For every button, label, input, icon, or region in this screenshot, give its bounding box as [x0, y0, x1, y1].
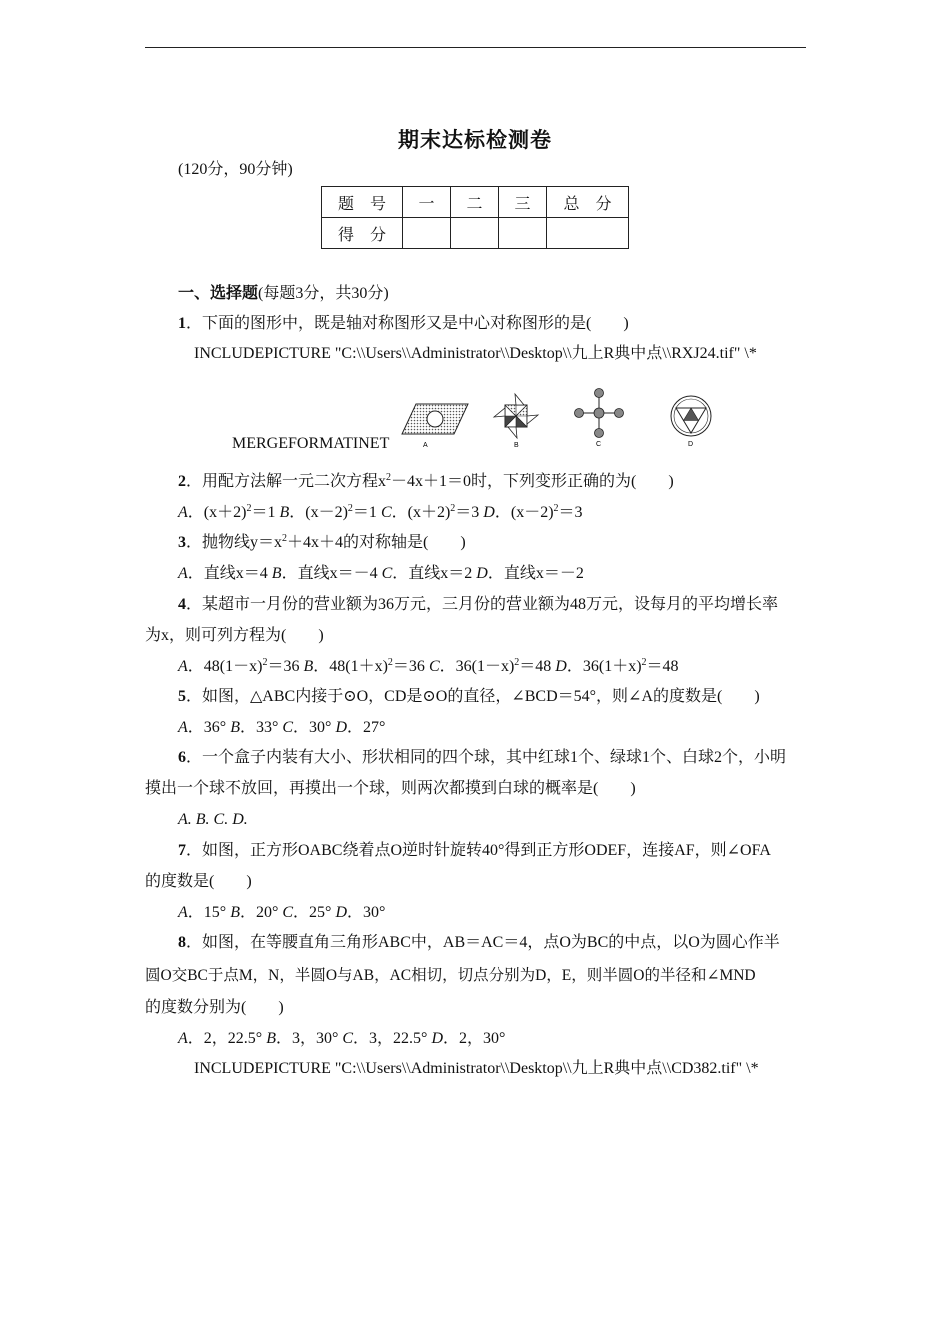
question-8-options	[178, 1029, 505, 1049]
exponent: 2	[387, 657, 393, 668]
figure-label: D	[688, 441, 694, 448]
question-text: ．如图，在等腰直角三角形ABC中，AB＝AC＝4，点O为BC的中点，以O为圆心作半	[186, 934, 780, 951]
option-letter: C	[342, 1030, 354, 1047]
option-letter: B	[230, 719, 240, 736]
question-text: －4x＋1＝0时，下列变形正确的为( )	[391, 473, 674, 490]
option-letter: D	[335, 904, 348, 921]
option-text: ．(x＋2)	[187, 504, 247, 521]
score-table-header-cell: 三	[499, 187, 547, 218]
option-letter: A	[178, 719, 188, 736]
section-heading	[178, 284, 389, 304]
option-text: ．3，30°	[275, 1030, 343, 1047]
option-text: ＝3	[558, 504, 583, 521]
option-letter: A	[178, 1030, 188, 1047]
question-5-options	[178, 718, 385, 738]
question-3-options	[178, 564, 584, 584]
question-8-continued-2: 的度数分别为( )	[145, 999, 284, 1016]
exponent: 2	[347, 503, 353, 514]
option-text: ＝36	[267, 658, 304, 675]
question-text: ．抛物线y＝x	[186, 534, 283, 551]
question-text: ．下面的图形中，既是轴对称图形又是中心对称图形的是( )	[186, 315, 629, 332]
option-letter: D	[335, 719, 348, 736]
score-table	[321, 186, 629, 249]
score-cell	[547, 218, 629, 249]
question-text: ＋4x＋4的对称轴是( )	[287, 534, 466, 551]
score-table-row-label: 得 分	[322, 218, 403, 249]
option-text: ．36°	[187, 719, 231, 736]
score-table-score-row	[322, 218, 629, 249]
option-letter: A	[178, 504, 188, 521]
question-4	[178, 595, 778, 615]
score-table-header-row	[322, 187, 629, 218]
exam-meta: (120分，90分钟)	[178, 161, 293, 178]
include-field-code: INCLUDEPICTURE "C:\\Users\\Administrator\\Desktop\\九上R典中点\\CD382.tif" \*	[194, 1060, 759, 1077]
question-text: ．用配方法解一元二次方程x	[186, 473, 387, 490]
question-8-continued: 圆O交BC于点M，N，半圆O与AB，AC相切，切点分别为D，E，则半圆O的半径和∠MND	[145, 967, 756, 984]
option-letter: D	[431, 1030, 444, 1047]
section-note: (每题3分，共30分)	[258, 285, 389, 302]
figure-label: B	[514, 442, 519, 449]
question-text: ．某超市一月份的营业额为36万元，三月份的营业额为48万元，设每月的平均增长率	[186, 596, 779, 613]
q1-figure-options	[398, 386, 718, 450]
question-number: 6	[178, 749, 186, 766]
exponent: 2	[553, 503, 559, 514]
option-letter: B	[271, 565, 282, 582]
question-1	[178, 314, 629, 334]
question-4-options	[178, 657, 679, 677]
option-text: ．48(1＋x)	[313, 658, 388, 675]
exponent: 2	[282, 533, 288, 544]
page-title: 期末达标检测卷	[398, 128, 552, 152]
question-7	[178, 841, 771, 861]
option-text: ．36(1＋x)	[566, 658, 642, 675]
question-number: 7	[178, 842, 186, 859]
option-text: ．20°	[239, 904, 283, 921]
option-text: ＝36	[392, 658, 429, 675]
question-2-options	[178, 503, 583, 523]
exponent: 2	[246, 503, 252, 514]
option-letter: C	[428, 658, 440, 675]
score-table-header-cell: 一	[403, 187, 451, 218]
score-table-header-cell: 二	[451, 187, 499, 218]
question-6-options: A. B. C. D.	[178, 811, 248, 828]
option-text: ＝48	[646, 658, 679, 675]
question-number: 1	[178, 315, 186, 332]
option-text: ．直线x＝2	[392, 565, 477, 582]
header-rule	[145, 47, 806, 48]
question-4-continued: 为x，则可列方程为( )	[145, 627, 324, 644]
option-letter: A	[178, 565, 188, 582]
option-letter: B	[303, 658, 314, 675]
option-letter: B	[279, 504, 290, 521]
option-letter: D	[555, 658, 567, 675]
option-text: ．15°	[187, 904, 231, 921]
question-text: ．一个盒子内装有大小、形状相同的四个球，其中红球1个、绿球1个、白球2个，小明	[186, 749, 787, 766]
option-text: ．33°	[239, 719, 283, 736]
option-text: ．直线x＝－4	[281, 565, 382, 582]
option-letter: B	[266, 1030, 276, 1047]
exponent: 2	[514, 657, 520, 668]
option-text: ．3，22.5°	[353, 1030, 432, 1047]
option-text: ＝1	[251, 504, 280, 521]
figure-label: C	[596, 441, 602, 448]
question-2	[178, 472, 674, 492]
question-number: 8	[178, 934, 186, 951]
score-cell	[403, 218, 451, 249]
score-cell	[499, 218, 547, 249]
option-text: ．27°	[347, 719, 386, 736]
option-text: ．2，22.5°	[187, 1030, 267, 1047]
option-text: ．(x＋2)	[391, 504, 451, 521]
option-text: ．直线x＝4	[187, 565, 272, 582]
option-letter: C	[381, 565, 393, 582]
option-text: ．2，30°	[443, 1030, 506, 1047]
option-letter: B	[230, 904, 240, 921]
figure-c-circle-cross	[575, 389, 624, 449]
exponent: 2	[641, 657, 647, 668]
figure-a-parallelogram	[402, 404, 468, 449]
option-letter: C	[282, 904, 294, 921]
figure-d-circle-triangle	[671, 396, 711, 448]
merge-field-code: MERGEFORMATINET	[232, 435, 390, 452]
option-text: ＝1	[352, 504, 381, 521]
question-5	[178, 687, 760, 707]
exponent: 2	[262, 657, 268, 668]
option-letter: C	[282, 719, 294, 736]
score-table-header-cell: 题 号	[322, 187, 403, 218]
question-8	[178, 933, 780, 953]
option-text: ＝3	[455, 504, 484, 521]
option-letter: A	[178, 904, 188, 921]
option-text: ＝48	[519, 658, 556, 675]
option-text: ．(x－2)	[494, 504, 554, 521]
question-6-continued: 摸出一个球不放回，再摸出一个球，则两次都摸到白球的概率是( )	[145, 780, 636, 797]
option-text: ．36(1－x)	[439, 658, 515, 675]
question-text: ．如图，△ABC内接于⊙O，CD是⊙O的直径，∠BCD＝54°，则∠A的度数是( )	[186, 688, 760, 705]
question-number: 4	[178, 596, 186, 613]
option-letter: D	[476, 565, 488, 582]
option-text: ．直线x＝－2	[487, 565, 584, 582]
option-letter: C	[380, 504, 392, 521]
exponent: 2	[450, 503, 456, 514]
score-table-header-cell: 总 分	[547, 187, 629, 218]
question-number: 5	[178, 688, 186, 705]
figure-b-pinwheel	[494, 394, 538, 449]
question-number: 3	[178, 534, 186, 551]
include-field-code: INCLUDEPICTURE "C:\\Users\\Administrator\\Desktop\\九上R典中点\\RXJ24.tif" \*	[194, 345, 757, 362]
question-3	[178, 533, 466, 553]
option-text: ．(x－2)	[289, 504, 348, 521]
question-number: 2	[178, 473, 186, 490]
question-7-continued: 的度数是( )	[145, 873, 252, 890]
score-cell	[451, 218, 499, 249]
question-text: ．如图，正方形OABC绕着点O逆时针旋转40°得到正方形ODEF，连接AF，则∠OFA	[186, 842, 771, 859]
option-text: ．30°	[293, 719, 336, 736]
question-6	[178, 748, 786, 768]
option-letter: A	[178, 658, 188, 675]
option-text: ．25°	[293, 904, 336, 921]
exponent: 2	[386, 472, 392, 483]
option-text: ．30°	[347, 904, 386, 921]
question-7-options	[178, 903, 385, 923]
option-letter: D	[483, 504, 495, 521]
figure-label: A	[423, 442, 428, 449]
option-text: ．48(1－x)	[187, 658, 263, 675]
section-label: 一、选择题	[178, 285, 259, 302]
